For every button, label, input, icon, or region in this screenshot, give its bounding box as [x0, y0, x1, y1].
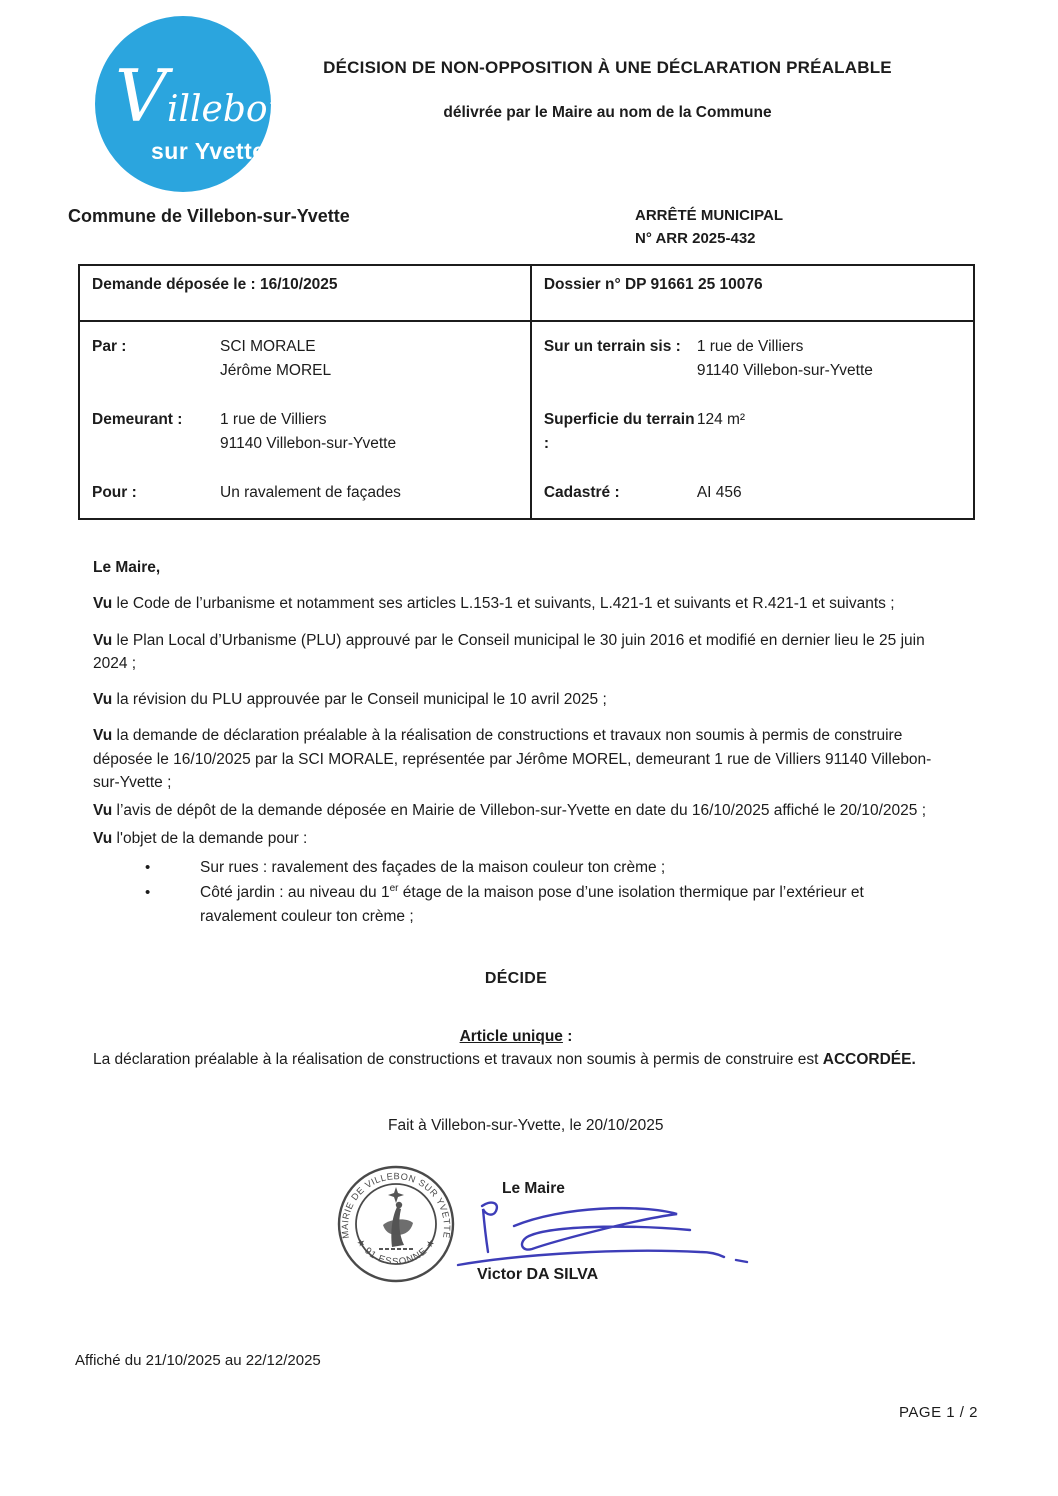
value-line: Un ravalement de façades [220, 484, 401, 502]
deposit-date-header: Demande déposée le : 16/10/2025 [80, 266, 532, 320]
mayor-signature [452, 1194, 752, 1272]
recital-lead: Vu [93, 830, 113, 848]
applicant-cell [80, 322, 532, 518]
document-title: DÉCISION DE NON-OPPOSITION À UNE DÉCLARATION PRÉALABLE [323, 58, 892, 77]
municipal-stamp [335, 1163, 457, 1285]
article-label: Article unique [459, 1027, 563, 1045]
value-line: AI 456 [696, 484, 742, 502]
value-line: 124 m² [696, 411, 746, 429]
value-line: 1 rue de Villiers [696, 338, 804, 355]
table-body-row [80, 322, 973, 518]
bullet-text: Sur rues : ravalement des façades de la maison couleur ton crème ; [200, 858, 666, 876]
recital [93, 799, 939, 822]
recital-text: l’avis de dépôt de la demande déposée en Mairie de Villebon-sur-Yvette en date du 16/10/2025 affiché le 20/10/2025 ; [112, 802, 926, 819]
recital [93, 827, 939, 850]
recital-text: l'objet de la demande pour : [112, 830, 308, 848]
field-label: Pour : [92, 484, 137, 502]
field-value [697, 408, 745, 456]
field-value [220, 335, 331, 383]
field-value [697, 481, 742, 505]
stamp-bottom-text: ★ 91 ESSONNE ★ [353, 1236, 439, 1268]
recital-text: le Code de l’urbanisme et notamment ses articles L.153-1 et suivants, L.421-1 et suivants et R.421-1 et suivants ; [112, 595, 895, 613]
terrain-cell [532, 322, 973, 518]
document-subtitle: délivrée par le Maire au nom de la Commune [443, 104, 772, 121]
logo-wordmark-sub: sur Yvette [151, 138, 266, 164]
display-period: Affiché du 21/10/2025 au 22/12/2025 [75, 1352, 321, 1369]
arrete-reference [635, 205, 783, 250]
table-row [92, 335, 518, 383]
value-line: 91140 Villebon-sur-Yvette [220, 435, 397, 453]
commune-name: Commune de Villebon-sur-Yvette [68, 206, 350, 226]
signer-name: Victor DA SILVA [477, 1266, 599, 1283]
recital-text: le Plan Local d’Urbanisme (PLU) approuvé par le Conseil municipal le 30 juin 2016 et modifié en dernier lieu le 25 juin 2024 ; [93, 631, 925, 672]
table-row [92, 481, 518, 505]
decision-body [93, 556, 939, 1084]
dossier-number-header: Dossier n° DP 91661 25 10076 [543, 276, 763, 293]
table-row [544, 481, 961, 505]
decision-result: ACCORDÉE. [822, 1050, 916, 1068]
article-colon: : [562, 1027, 573, 1045]
recital-lead: Vu [93, 727, 113, 745]
ordinal-superscript: er [389, 882, 399, 894]
stamp-top-text: MAIRIE DE VILLEBON SUR YVETTE [339, 1171, 453, 1240]
recital [93, 592, 939, 615]
document-header [300, 58, 915, 122]
stamp-emblem-icon [379, 1187, 413, 1249]
table-row [92, 408, 518, 456]
table-row [544, 335, 961, 383]
recital-lead: Vu [93, 631, 113, 649]
signer-title: Le Maire [502, 1180, 565, 1197]
recital-lead: Vu [93, 691, 113, 708]
decision-sentence [93, 1048, 939, 1071]
list-item [93, 881, 939, 929]
field-label: Sur un terrain sis : [543, 338, 681, 355]
bullet-text: étage de la maison pose d’une isolation thermique par l’extérieur et ravalement couleur ton crème ; [200, 883, 864, 925]
bullet-text: Côté jardin : au niveau du 1 [200, 883, 390, 901]
place-and-date: Fait à Villebon-sur-Yvette, le 20/10/2025 [388, 1117, 664, 1134]
list-item [93, 856, 939, 880]
field-label: Par : [92, 338, 127, 355]
logo-wordmark: Villebon [115, 54, 291, 138]
request-object-list [93, 856, 939, 929]
field-value [220, 408, 396, 456]
recital [93, 629, 939, 676]
field-value [697, 335, 873, 383]
field-label: Cadastré : [543, 484, 620, 502]
table-header-row [80, 266, 973, 322]
recital-lead: Vu [93, 802, 113, 819]
value-line: 1 rue de Villiers [220, 411, 327, 429]
field-label: Superficie du terrain : [543, 411, 695, 453]
arrete-number: N° ARR 2025-432 [635, 229, 756, 247]
field-label: Demeurant : [92, 411, 183, 429]
article-heading [93, 1025, 939, 1048]
recital [93, 688, 939, 711]
table-row [544, 408, 961, 456]
value-line: Jérôme MOREL [220, 362, 332, 380]
page-indicator: PAGE 1 / 2 [899, 1404, 978, 1421]
decision-text: La déclaration préalable à la réalisation de constructions et travaux non soumis à permis de construire est [93, 1050, 823, 1068]
arrete-label: ARRÊTÉ MUNICIPAL [635, 207, 784, 224]
recital [93, 724, 939, 794]
field-value [220, 481, 401, 505]
salutation: Le Maire, [93, 559, 161, 576]
decide-heading: DÉCIDE [484, 969, 548, 987]
recital-lead: Vu [93, 595, 113, 613]
recital-text: la révision du PLU approuvée par le Conseil municipal le 10 avril 2025 ; [112, 691, 607, 708]
recital-text: la demande de déclaration préalable à la réalisation de constructions et travaux non soumis à permis de construire déposée le 16/10/2025 par la SCI MORALE, représentée par Jérôme MOREL, demeurant 1 rue de Villiers 91140 Villebon-sur-Yvette ; [93, 727, 932, 791]
villebon-town-logo [95, 16, 291, 192]
dossier-summary-table [78, 264, 975, 520]
value-line: 91140 Villebon-sur-Yvette [696, 362, 873, 380]
value-line: SCI MORALE [220, 338, 316, 355]
